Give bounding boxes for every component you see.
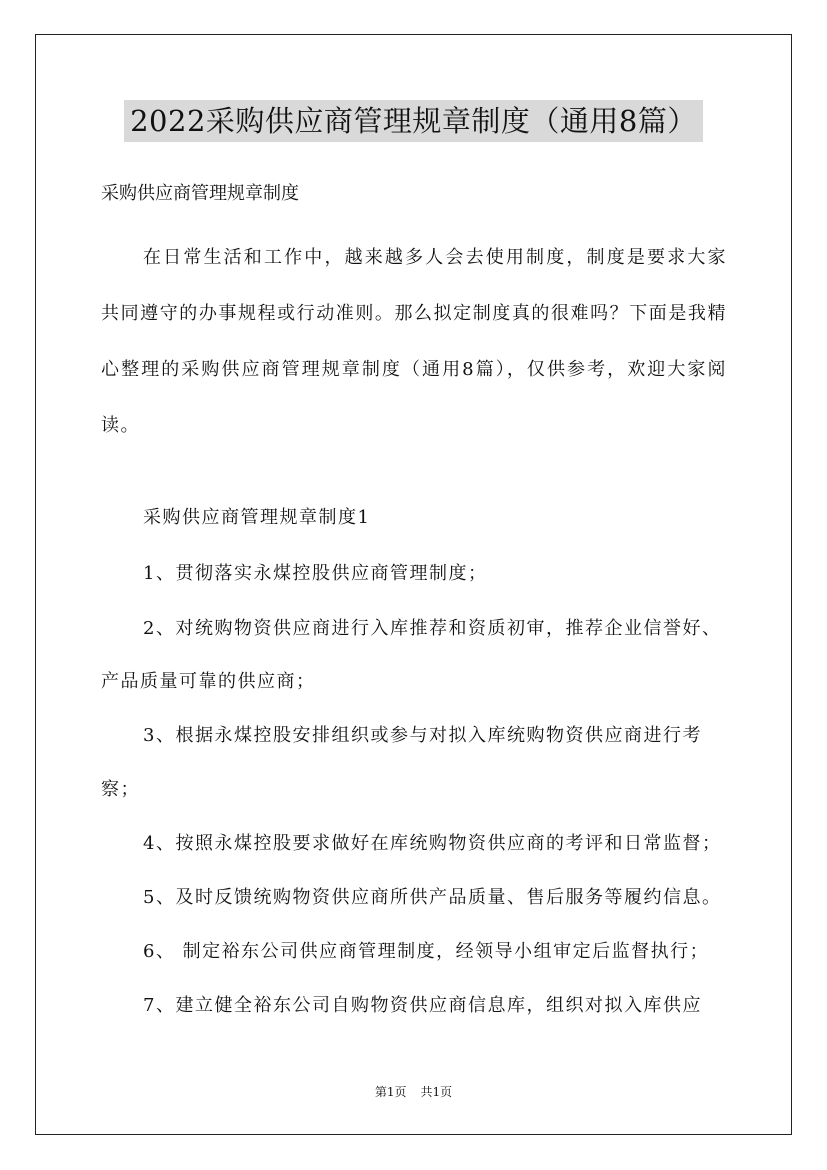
body-line: 4、按照永煤控股要求做好在库统购物资供应商的考评和日常监督； [143,833,722,854]
document-subtitle: 采购供应商管理规章制度 [101,183,299,204]
body-line: 1、贯彻落实永煤控股供应商管理制度； [143,563,488,584]
body-line: 产品质量可靠的供应商； [101,671,316,692]
page-number-current: 第1页 [374,1085,407,1099]
title-container [0,100,827,142]
body-line: 2、对统购物资供应商进行入库推荐和资质初审，推荐企业信誉好、 [143,618,722,639]
document-title: 2022采购供应商管理规章制度（通用8篇） [124,100,703,142]
body-line: 5、及时反馈统购物资供应商所供产品质量、售后服务等履约信息。 [143,887,722,908]
page-footer [0,1082,827,1102]
body-line: 3、根据永煤控股安排组织或参与对拟入库统购物资供应商进行考 [143,725,702,746]
intro-paragraph: 在日常生活和工作中，越来越多人会去使用制度，制度是要求大家共同遵守的办事规程或行动准则。那么拟定制度真的很难吗？下面是我精心整理的采购供应商管理规章制度（通用8篇），仅供参考，欢迎大家阅读。 [101,247,727,436]
section-heading: 采购供应商管理规章制度1 [143,507,371,528]
body-line: 7、建立健全裕东公司自购物资供应商信息库，组织对拟入库供应 [143,995,702,1016]
page-number-total: 共1页 [420,1085,453,1099]
body-line: 6、 制定裕东公司供应商管理制度，经领导小组审定后监督执行； [143,941,710,962]
body-line: 察； [101,779,140,800]
